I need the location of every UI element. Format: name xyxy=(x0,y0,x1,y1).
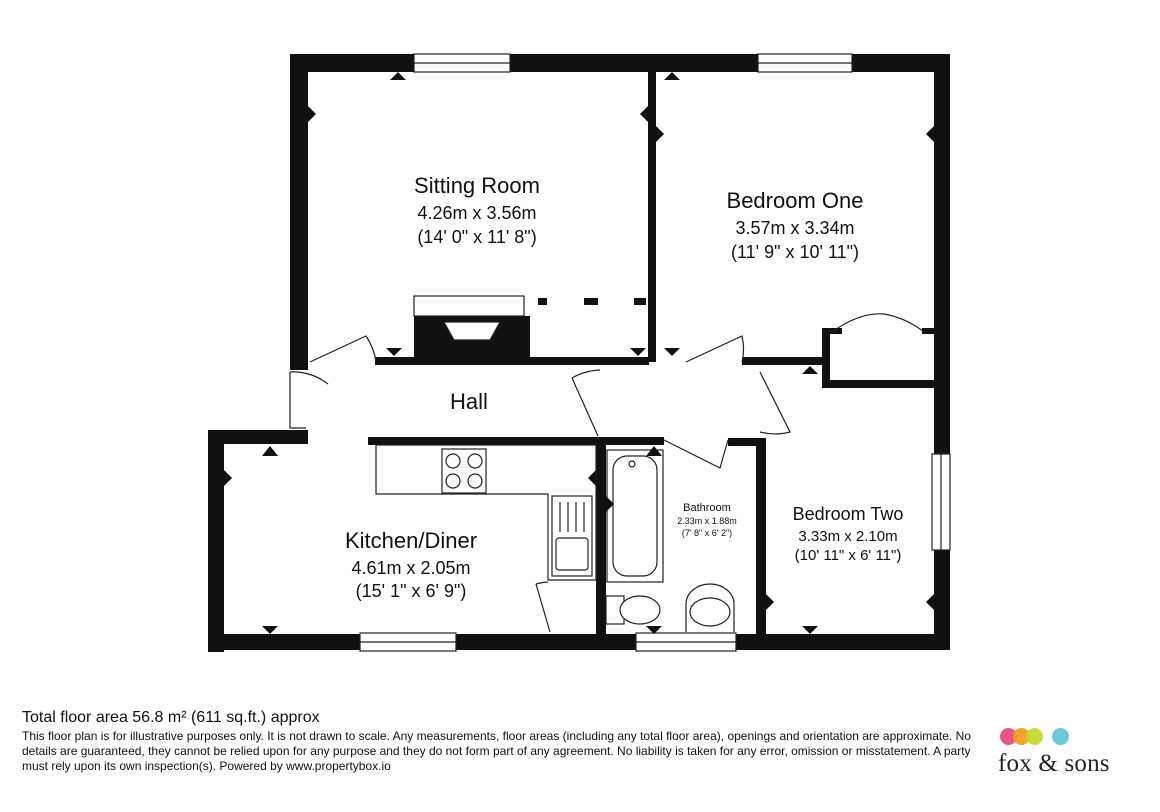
fox-sons-logo xyxy=(998,728,1138,778)
sitting-room-size-m: 4.26m x 3.56m xyxy=(417,203,537,223)
bathroom-size-m: 2.33m x 1.88m xyxy=(677,516,737,526)
door-cupboard xyxy=(832,314,924,332)
marker xyxy=(656,126,664,142)
marker xyxy=(262,626,278,634)
bathroom-size-ft: (7' 8" x 6' 2") xyxy=(681,528,733,538)
bedroom-two-name: Bedroom Two xyxy=(792,504,904,524)
sitting-left-wall xyxy=(290,54,308,370)
door-bed1 xyxy=(686,336,744,362)
marker xyxy=(802,366,818,374)
kitchen-diner-size-ft: (15' 1" x 6' 9") xyxy=(355,581,467,601)
marker xyxy=(664,348,680,356)
partition-sitting-bed1 xyxy=(648,72,656,362)
bath-basin xyxy=(613,456,657,576)
cupboard-top-right xyxy=(922,328,942,334)
marker xyxy=(308,106,316,122)
logo-dot-lime xyxy=(1026,728,1043,745)
bed1-bottom-wall xyxy=(742,357,828,365)
bath-top-right-stub xyxy=(728,438,758,446)
bathroom-name: Bathroom xyxy=(683,502,731,514)
hob-ring-1 xyxy=(446,454,460,468)
marker xyxy=(390,72,406,80)
bathroom-fittings xyxy=(606,450,734,632)
marker xyxy=(766,594,774,610)
marker xyxy=(664,72,680,80)
door-bathroom-hall xyxy=(572,370,600,436)
marker xyxy=(802,626,818,634)
kitchen-diner-name: Kitchen/Diner xyxy=(344,528,478,553)
hob-ring-3 xyxy=(446,474,460,488)
marker xyxy=(640,106,648,122)
sink-bowl xyxy=(556,538,588,570)
kitchen-left-wall xyxy=(208,430,224,652)
logo-dots xyxy=(1000,728,1080,746)
cupboard-left-wall xyxy=(822,328,830,386)
hob-ring-4 xyxy=(468,474,482,488)
kitchen-diner-size-m: 4.61m x 2.05m xyxy=(351,558,471,578)
marker xyxy=(262,446,278,456)
door-bed2 xyxy=(760,372,790,434)
cupboard-bottom-wall xyxy=(822,380,942,388)
hall-name: Hall xyxy=(450,389,488,414)
disclaimer: This floor plan is for illustrative purposes only. It is not drawn to scale. Any measurements, floor areas (including any total floor area), openings and orientation are approximate. No details are guaranteed, they cannot be relied upon for any purpose and they do not form part of any agreement. No liability is taken for any error, omission or misstatement. A party must rely upon its own inspection(s). Powered by www.propertybox.io xyxy=(22,729,971,773)
marker xyxy=(926,126,934,142)
fireplace-grate xyxy=(444,322,500,340)
marker xyxy=(386,348,402,356)
fireplace-block-1 xyxy=(538,298,547,305)
fireplace-mantel xyxy=(414,296,524,316)
right-wall-upper xyxy=(934,54,950,454)
bottom-wall xyxy=(208,634,950,650)
fireplace-block-2 xyxy=(584,298,598,305)
fireplace-block-3 xyxy=(634,298,646,305)
footer xyxy=(22,708,972,774)
total-floor-area: Total floor area 56.8 m² (611 sq.ft.) approx xyxy=(22,709,320,726)
toilet-bowl xyxy=(620,596,660,624)
sitting-room-size-ft: (14' 0" x 11' 8") xyxy=(417,227,537,247)
bedroom-two-size-ft: (10' 11" x 6' 11") xyxy=(794,547,902,564)
bedroom-one-name: Bedroom One xyxy=(726,188,864,213)
door-bathroom xyxy=(664,440,728,468)
logo-dot-teal xyxy=(1052,728,1069,745)
bedroom-one-size-m: 3.57m x 3.34m xyxy=(735,218,855,238)
door-kitchen-store xyxy=(536,582,550,632)
sitting-room-name: Sitting Room xyxy=(414,173,540,198)
bed2-left-wall xyxy=(756,438,766,650)
hall-bottom-wall xyxy=(368,437,664,445)
logo-wordmark: fox & sons xyxy=(998,750,1110,777)
cupboard-top-left xyxy=(822,328,842,334)
door-sitting xyxy=(310,336,376,362)
marker xyxy=(630,348,646,356)
bedroom-one-size-ft: (11' 9" x 10' 11") xyxy=(730,242,860,262)
kitchen-bath-partition xyxy=(596,437,606,637)
basin-bowl xyxy=(690,598,730,626)
bath-tap xyxy=(629,461,635,467)
door-front xyxy=(290,372,328,428)
marker xyxy=(926,594,934,610)
hob-ring-2 xyxy=(468,454,482,468)
bedroom-two-size-m: 3.33m x 2.10m xyxy=(798,528,898,545)
marker xyxy=(224,470,232,486)
